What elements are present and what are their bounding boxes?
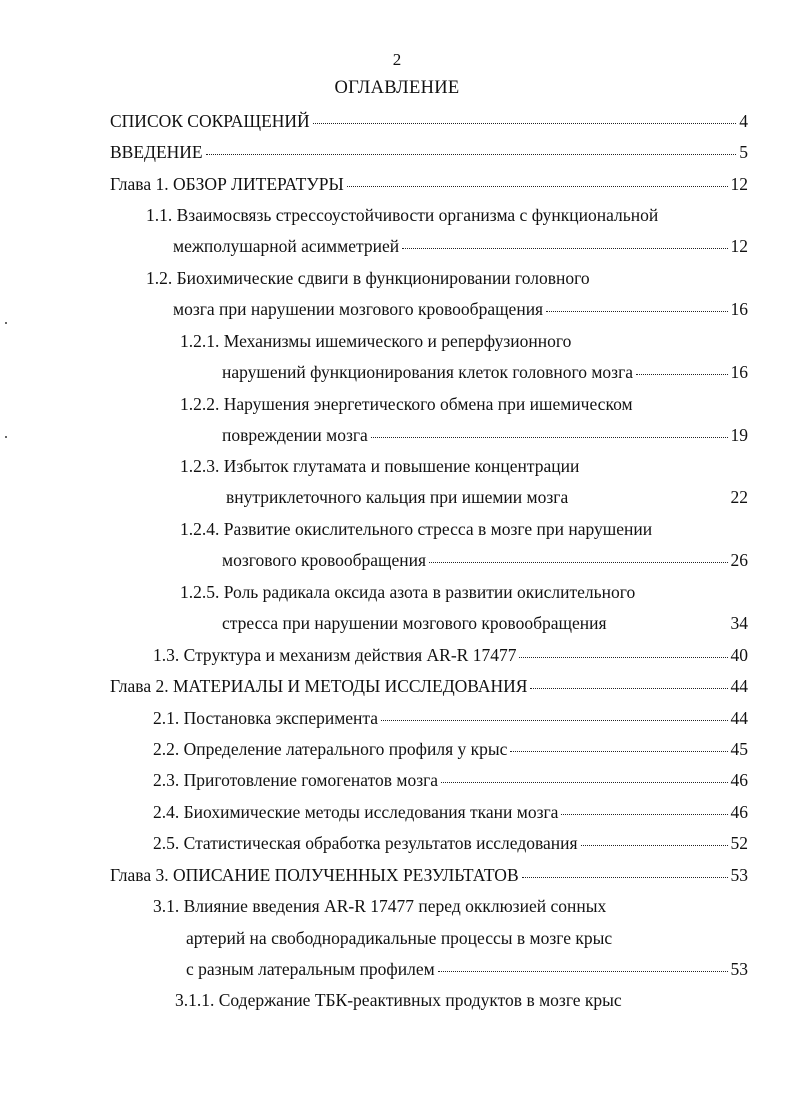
toc-entry-3-1-line2[interactable]: артерий на свободнорадикальные процессы в мозге крыс — [186, 928, 613, 948]
toc-entry-3-1-line1[interactable]: 3.1. Влияние введения AR-R 17477 перед окклюзией сонных — [153, 896, 607, 916]
toc-entry-2-3[interactable]: 2.3. Приготовление гомогенатов мозга 46 — [153, 770, 748, 790]
toc-entry-1-2-1-line2[interactable]: нарушений функционирования клеток головного мозга 16 — [222, 362, 748, 382]
toc-entry-1-2-3-line2[interactable]: внутриклеточного кальция при ишемии мозга 22 — [226, 487, 748, 507]
toc-entry-chapter-2[interactable]: Глава 2. МАТЕРИАЛЫ И МЕТОДЫ ИССЛЕДОВАНИЯ 44 — [110, 676, 748, 696]
toc-entry-1-2-4-line1[interactable]: 1.2.4. Развитие окислительного стресса в мозге при нарушении — [180, 519, 653, 539]
toc-entry-2-1[interactable]: 2.1. Постановка эксперимента 44 — [153, 708, 748, 728]
toc-entry-1-1-line2[interactable]: межполушарной асимметрией 12 — [173, 236, 748, 256]
toc-entry-1-3[interactable]: 1.3. Структура и механизм действия AR-R 17477 40 — [153, 645, 748, 665]
toc-entry-1-1-line1[interactable]: 1.1. Взаимосвязь стрессоустойчивости организма с функциональной — [146, 205, 659, 225]
toc-entry-abbreviations[interactable]: СПИСОК СОКРАЩЕНИЙ 4 — [110, 111, 748, 131]
toc-entry-2-2[interactable]: 2.2. Определение латерального профиля у крыс 45 — [153, 739, 748, 759]
toc-entry-1-2-5-line1[interactable]: 1.2.5. Роль радикала оксида азота в развитии окислительного — [180, 582, 636, 602]
toc-entry-1-2-line2[interactable]: мозга при нарушении мозгового кровообращения 16 — [173, 299, 748, 319]
toc-entry-chapter-3[interactable]: Глава 3. ОПИСАНИЕ ПОЛУЧЕННЫХ РЕЗУЛЬТАТОВ 53 — [110, 865, 748, 885]
toc-entry-1-2-2-line1[interactable]: 1.2.2. Нарушения энергетического обмена при ишемическом — [180, 394, 633, 414]
toc-entry-chapter-1[interactable]: Глава 1. ОБЗОР ЛИТЕРАТУРЫ 12 — [110, 174, 748, 194]
toc-entry-1-2-5-line2[interactable]: стресса при нарушении мозгового кровообращения 34 — [222, 613, 748, 633]
toc-entry-1-2-4-line2[interactable]: мозгового кровообращения 26 — [222, 550, 748, 570]
margin-mark — [5, 322, 7, 324]
toc-heading: ОГЛАВЛЕНИЕ — [334, 78, 460, 98]
toc-entry-1-2-line1[interactable]: 1.2. Биохимические сдвиги в функционировании головного — [146, 268, 590, 288]
toc-entry-1-2-2-line2[interactable]: повреждении мозга 19 — [222, 425, 748, 445]
toc-entry-3-1-line3[interactable]: с разным латеральным профилем 53 — [186, 959, 748, 979]
toc-entry-3-1-1[interactable]: 3.1.1. Содержание ТБК-реактивных продуктов в мозге крыс — [175, 990, 622, 1010]
toc-entry-1-2-1-line1[interactable]: 1.2.1. Механизмы ишемического и реперфузионного — [180, 331, 572, 351]
toc-entry-2-5[interactable]: 2.5. Статистическая обработка результатов исследования 52 — [153, 833, 748, 853]
toc-entry-2-4[interactable]: 2.4. Биохимические методы исследования ткани мозга 46 — [153, 802, 748, 822]
page-number: 2 — [392, 50, 402, 69]
toc-entry-1-2-3-line1[interactable]: 1.2.3. Избыток глутамата и повышение концентрации — [180, 456, 580, 476]
toc-entry-introduction[interactable]: ВВЕДЕНИЕ 5 — [110, 142, 748, 162]
margin-mark — [5, 436, 7, 438]
